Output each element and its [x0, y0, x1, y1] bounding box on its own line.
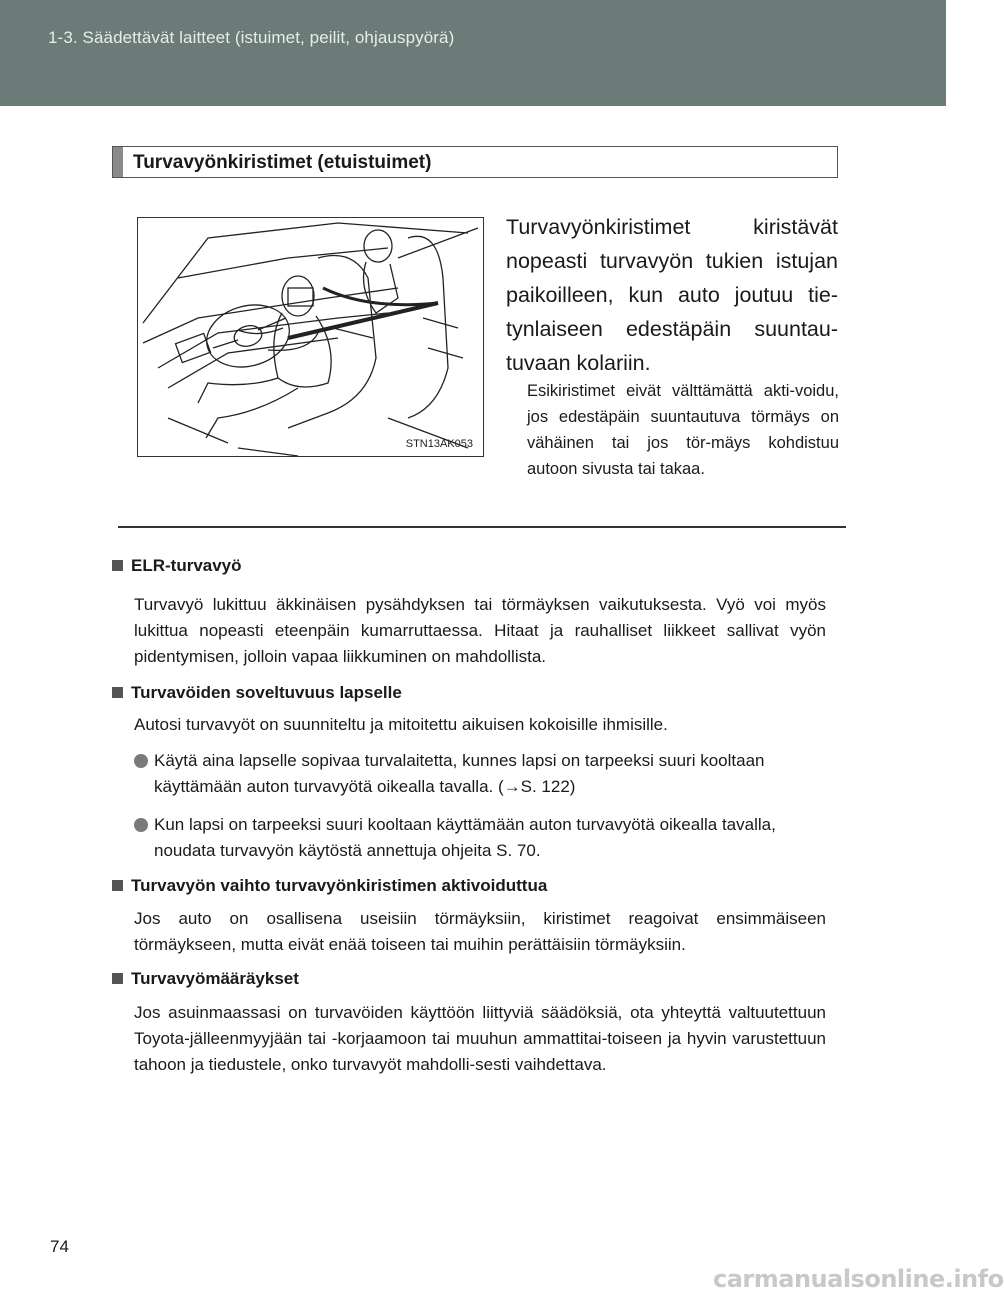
- page-edge: [946, 0, 960, 1301]
- chapter-header: [0, 0, 946, 106]
- topic-heading: [112, 876, 547, 896]
- page-number: 74: [50, 1237, 69, 1256]
- square-bullet-icon: [112, 560, 123, 571]
- topic-heading: [112, 969, 299, 989]
- section-heading-bar: [113, 147, 123, 177]
- car-interior-drawing: [138, 218, 482, 456]
- topic-heading-text: ELR-turvavyö: [131, 556, 242, 575]
- illustration-code: STN13AK053: [405, 438, 473, 450]
- square-bullet-icon: [112, 973, 123, 984]
- topic-heading: [112, 683, 402, 703]
- square-bullet-icon: [112, 687, 123, 698]
- section-title: Turvavyönkiristimet (etuistuimet): [133, 152, 432, 173]
- topic-heading-text: Turvavyömääräykset: [131, 969, 299, 988]
- chapter-title: 1-3. Säädettävät laitteet (istuimet, peilit, ohjauspyörä): [48, 28, 455, 47]
- square-bullet-icon: [112, 880, 123, 891]
- circle-bullet-icon: [134, 754, 148, 768]
- list-item-text: Käytä aina lapselle sopivaa turvalaitetta, kunnes lapsi on tarpeeksi suuri kooltaan käyttämään auton turvavyötä oikealla tavalla. (→S. 122): [154, 751, 765, 796]
- watermark: carmanualsonline.info: [713, 1265, 1004, 1293]
- seat-belt-illustration: [137, 217, 484, 457]
- intro-paragraph: Turvavyönkiristimet kiristävät nopeasti turvavyön tukien istujan paikoilleen, kun auto joutuu tie-tynlaiseen edestäpäin suuntau-tuvaan kolariin.: [506, 215, 838, 375]
- topic-heading-text: Turvavyön vaihto turvavyönkiristimen aktivoiduttua: [131, 876, 548, 895]
- topic-body: Autosi turvavyöt on suunniteltu ja mitoitettu aikuisen kokoisille ihmisille.: [134, 715, 668, 734]
- section-divider: [118, 526, 846, 528]
- topic-body: Turvavyö lukittuu äkkinäisen pysähdyksen tai törmäyksen vaikutuksesta. Vyö voi myös lukittua nopeasti eteenpäin kumarruttaessa. Hitaat ja rauhalliset liikkeet sallivat vyön pidentymisen, jolloin vapaa liikkuminen on mahdollista.: [134, 595, 826, 666]
- topic-body: Jos auto on osallisena useisiin törmäyksiin, kiristimet reagoivat ensimmäiseen törmäykseen, mutta eivät enää toiseen tai muihin perättäisiin törmäyksiin.: [134, 909, 826, 954]
- circle-bullet-icon: [134, 818, 148, 832]
- section-heading-box: [112, 146, 838, 178]
- list-item-text: Kun lapsi on tarpeeksi suuri kooltaan käyttämään auton turvavyötä oikealla tavalla, noudata turvavyön käytöstä annettuja ohjeita S. 70.: [154, 815, 776, 860]
- intro-note: Esikiristimet eivät välttämättä akti-voidu, jos edestäpäin suuntautuva törmäys on vähäinen tai jos tör-mäys kohdistuu autoon sivusta tai takaa.: [527, 382, 839, 478]
- topic-heading: [112, 556, 242, 576]
- topic-body: Jos asuinmaassasi on turvavöiden käyttöön liittyviä säädöksiä, ota yhteyttä valtuutettuun Toyota-jälleenmyyjään tai -korjaamoon tai muuhun ammattitai-toiseen ja hyvin varustettuun tahoon ja tiedustele, onko turvavyöt mahdolli-sesti vaihdettava.: [134, 1003, 826, 1074]
- topic-heading-text: Turvavöiden soveltuvuus lapselle: [131, 683, 402, 702]
